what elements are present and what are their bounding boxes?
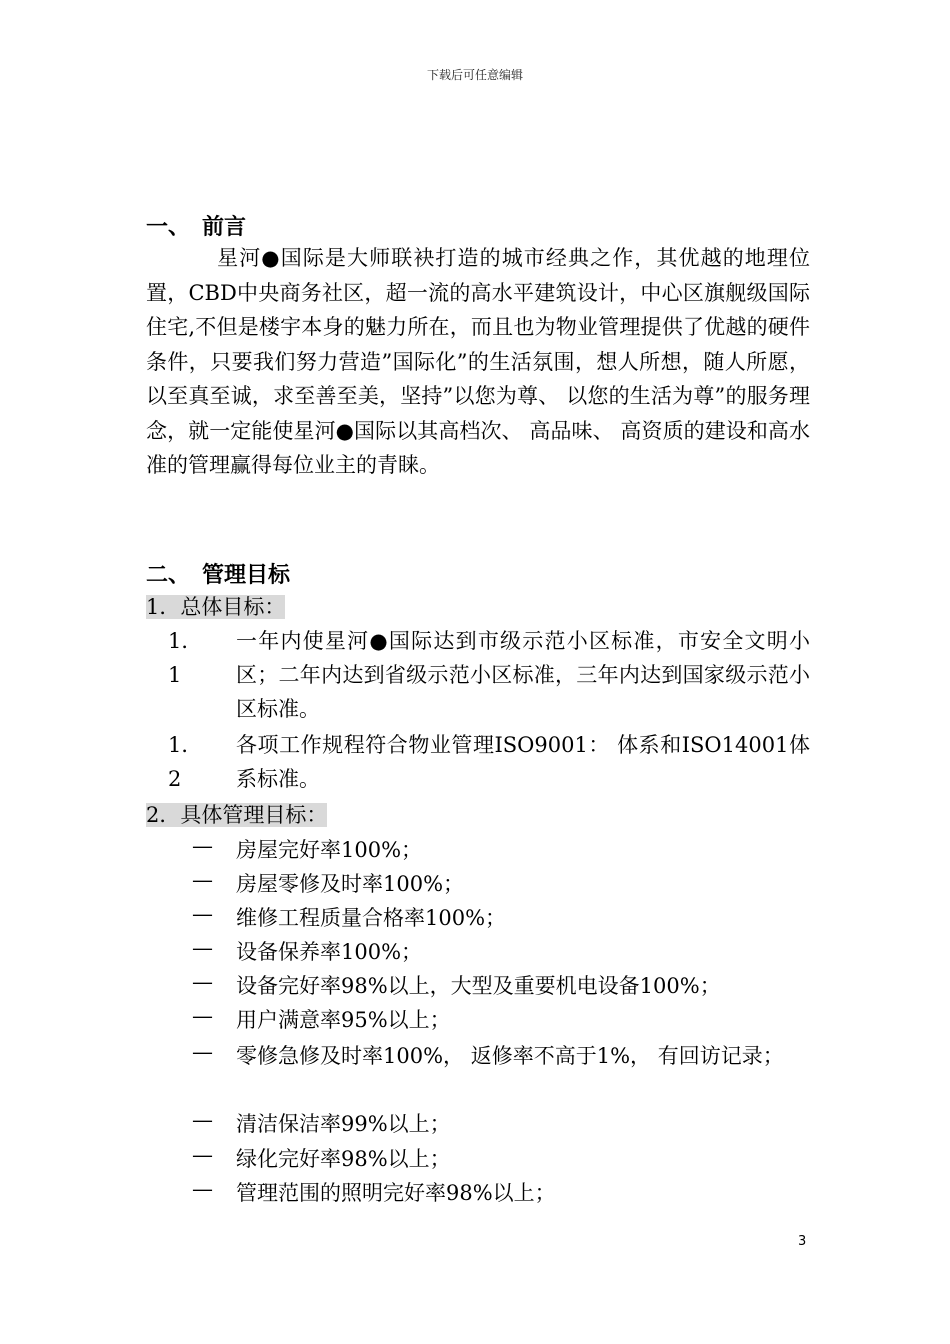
list-item: 房屋完好率100%； [236, 838, 423, 862]
page-header: 下载后可任意编辑 [426, 68, 523, 82]
list-dash: — [192, 868, 213, 892]
list-item: 设备保养率100%； [236, 940, 423, 964]
item-label: 1．1 [168, 629, 203, 687]
section-number: 一、 [146, 215, 191, 240]
list-item: 绿化完好率98%以上； [236, 1147, 451, 1171]
list-dash: — [192, 1108, 213, 1132]
list-dash: — [192, 1143, 213, 1167]
section-title: 管理目标 [202, 563, 291, 588]
list-dash: — [192, 1004, 213, 1028]
list-item: 清洁保洁率99%以上； [236, 1112, 451, 1136]
preface-paragraph [146, 241, 810, 483]
subheading-specific-goals [146, 800, 327, 830]
subheading-text: 1．总体目标： [146, 595, 286, 619]
subheading-text: 2．具体管理目标： [146, 803, 328, 827]
list-dash: — [192, 1040, 213, 1064]
item-label: 1．2 [168, 733, 203, 791]
section-title: 前言 [202, 215, 247, 240]
item-text: 各项工作规程符合物业管理ISO9001： 体系和ISO14001体系标准。 [236, 733, 810, 791]
list-dash: — [192, 902, 213, 926]
section-heading-goals [146, 558, 290, 589]
list-item: 零修急修及时率100%， 返修率不高于1%， 有回访记录； [236, 1044, 784, 1068]
list-dash: — [192, 936, 213, 960]
page-number: 3 [798, 1234, 807, 1249]
list-dash: — [192, 834, 213, 858]
list-item: 维修工程质量合格率100%； [236, 906, 507, 930]
section-number: 二、 [146, 563, 191, 588]
preface-text: 星河●国际是大师联袂打造的城市经典之作，其优越的地理位置，CBD中央商务社区，超一流的高水平建筑设计，中心区旗舰级国际住宅,不但是楼宇本身的魅力所在，而且也为物业管理提供了优越的硬件条件，只要我们努力营造”国际化”的生活氛围，想人所想，随人所愿，以至真至诚，求至善至美，坚持”以您为尊、 以您的生活为尊”的服务理念，就一定能使星河●国际以其高档次、 高品味、 高资质的建设和高水准的管理赢得每位业主的青睐。 [146, 246, 810, 477]
list-item: 用户满意率95%以上； [236, 1008, 451, 1032]
subheading-overall-goals [146, 592, 285, 622]
list-item: 设备完好率98%以上，大型及重要机电设备100%； [236, 974, 721, 998]
list-dash: — [192, 1177, 213, 1201]
list-dash: — [192, 970, 213, 994]
item-text: 一年内使星河●国际达到市级示范小区标准，市安全文明小区；二年内达到省级示范小区标准，三年内达到国家级示范小区标准。 [236, 629, 810, 721]
list-item: 房屋零修及时率100%； [236, 872, 465, 896]
section-heading-preface [146, 210, 246, 241]
list-item: 管理范围的照明完好率98%以上； [236, 1181, 556, 1205]
